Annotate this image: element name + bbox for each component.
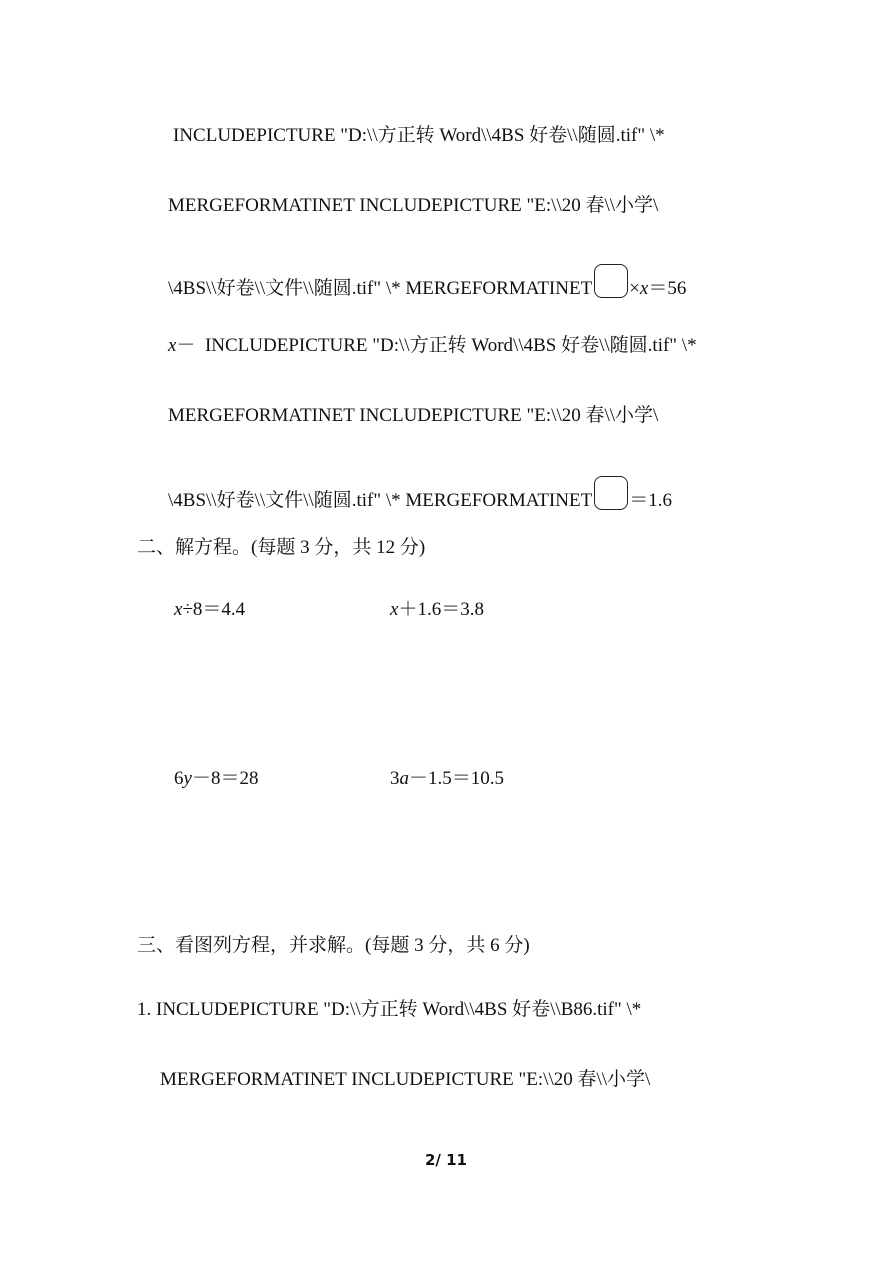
equation-4	[390, 767, 504, 791]
equation-2	[390, 598, 484, 622]
equation-3-coefficient: 6	[174, 768, 184, 789]
fill-in-line-3-text: \4BS\\好卷\\文件\\随圆.tif" \* MERGEFORMATINET	[168, 278, 593, 299]
equation-3-rest: －8＝28	[191, 768, 259, 789]
variable-x: x	[168, 335, 177, 356]
variable-x: x	[639, 278, 649, 299]
equation-1	[174, 598, 245, 622]
times-sign: ×	[629, 278, 640, 299]
variable-y: y	[183, 768, 192, 789]
section-2-title: 二、解方程。(每题 3 分，共 12 分)	[137, 537, 426, 558]
page-number: 2/ 11	[424, 1151, 467, 1169]
equation-2-rest: ＋1.6＝3.8	[398, 599, 484, 620]
question-1-line-2: MERGEFORMATINET INCLUDEPICTURE "E:\\20 春\\小学\	[160, 1069, 651, 1090]
fill-in-line-4-text: INCLUDEPICTURE "D:\\方正转 Word\\4BS 好卷\\随圆.tif" \*	[204, 335, 697, 356]
minus-sign: －	[176, 335, 196, 356]
fill-in-line-6-tail: ＝1.6	[629, 490, 672, 511]
equation-4-rest: －1.5＝10.5	[409, 768, 505, 789]
variable-x: x	[174, 599, 183, 620]
equation-3	[174, 767, 258, 791]
fill-in-line-3-tail: ＝56	[648, 278, 687, 299]
fill-in-line-4	[168, 334, 697, 358]
fill-in-line-2: MERGEFORMATINET INCLUDEPICTURE "E:\\20 春\\小学\	[168, 195, 659, 216]
fill-in-line-1: INCLUDEPICTURE "D:\\方正转 Word\\4BS 好卷\\随圆.tif" \*	[173, 125, 665, 146]
fill-in-line-3	[168, 264, 686, 301]
answer-box-1[interactable]	[594, 264, 628, 298]
fill-in-line-6-text: \4BS\\好卷\\文件\\随圆.tif" \* MERGEFORMATINET	[168, 490, 593, 511]
equation-1-rest: ÷8＝4.4	[182, 599, 246, 620]
equation-4-coefficient: 3	[390, 768, 400, 789]
section-3-title: 三、看图列方程，并求解。(每题 3 分，共 6 分)	[137, 935, 530, 956]
answer-box-2[interactable]	[594, 476, 628, 510]
fill-in-line-6	[168, 476, 672, 513]
question-1-line-1: 1. INCLUDEPICTURE "D:\\方正转 Word\\4BS 好卷\\B86.tif" \*	[137, 999, 642, 1020]
fill-in-line-5: MERGEFORMATINET INCLUDEPICTURE "E:\\20 春\\小学\	[168, 405, 659, 426]
variable-a: a	[399, 768, 409, 789]
variable-x: x	[390, 599, 399, 620]
